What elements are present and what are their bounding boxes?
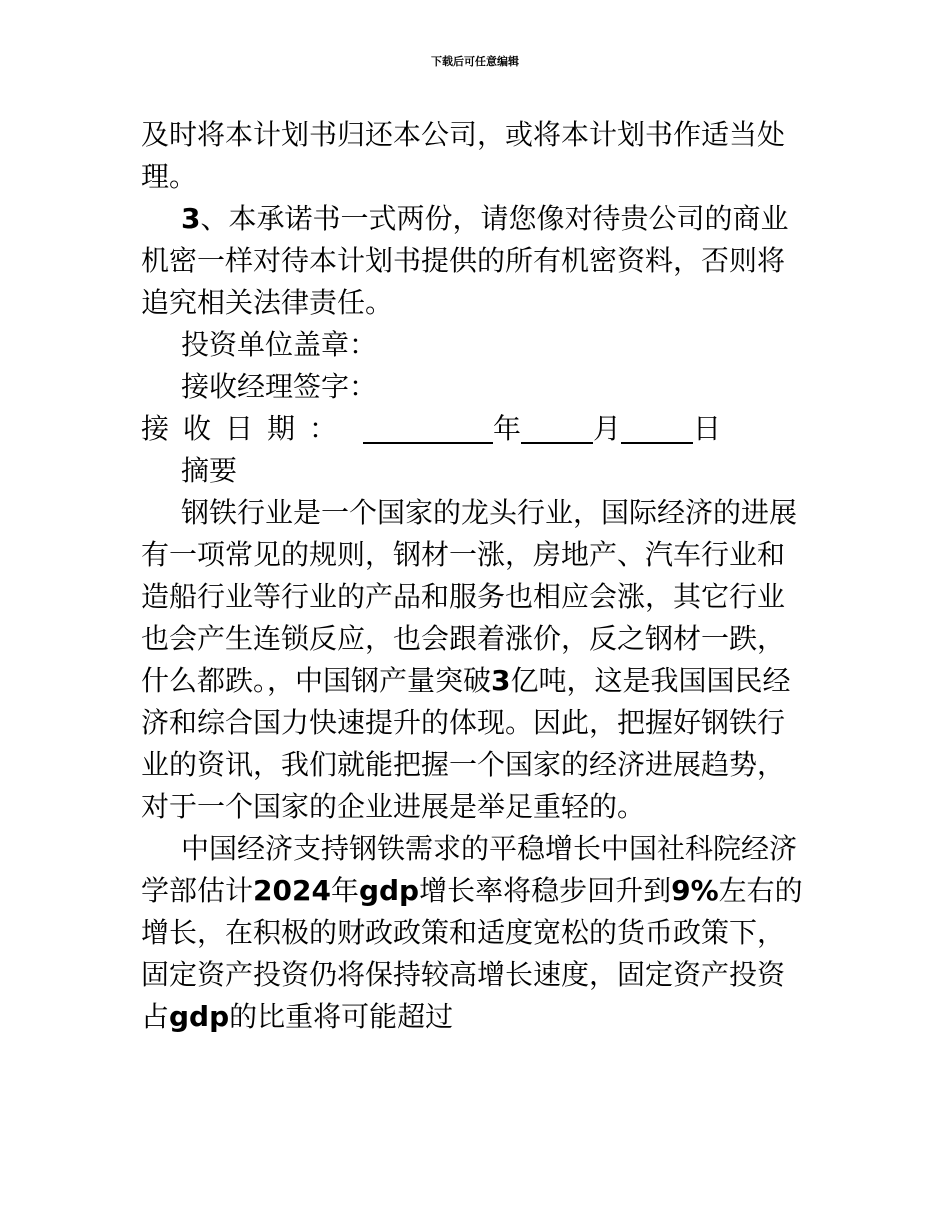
month-char: 月	[593, 412, 622, 445]
percent-run: 9%	[671, 874, 719, 907]
text-run: 钢铁行业是一个国家的龙头行业，国际经济的进展有一项常见的规则，钢材一涨，房地产、汽车行业和造船行业等行业的产品和服务也相应会涨，其它行业也会产生连锁反应，也会跟着涨价，反之钢材一跌，什么都跌。，中国钢产量突破	[141, 496, 798, 697]
text-run: 左右的增长，在积极的财政政策和适度宽松的货币政策下，固定资产投资仍将保持较高增长速度，固定资产投资占	[141, 874, 803, 1033]
page-header: 下载后可任意编辑	[431, 55, 519, 68]
clause-text: 、本承诺书一式两份，请您像对待贵公司的商业机密一样对待本计划书提供的所有机密资料，否则将追究相关法律责任。	[141, 202, 789, 319]
signature-label: 接收经理签字：	[181, 370, 378, 403]
text-run: 亿吨，这是我国国民经济和综合国力快速提升的体现。因此，把握好钢铁行业的资讯，我们就能把握一个国家的经济进展趋势，对于一个国家的企业进展是举足重轻的。	[141, 664, 791, 823]
text-run: 的比重将可能超过	[229, 1000, 454, 1033]
number-run: 3	[491, 664, 511, 697]
paragraph-return-plan: 及时将本计划书归还本公司，或将本计划书作适当处理。	[141, 118, 786, 193]
gdp-run: gdp	[358, 874, 420, 907]
paragraph-economy	[141, 828, 811, 1038]
text-run: 增长率将稳步回升到	[419, 874, 672, 907]
year-char: 年	[493, 412, 522, 445]
gdp-run: gdp	[169, 1000, 230, 1033]
text-run: 年	[330, 874, 359, 907]
paragraph-confidentiality	[141, 198, 811, 324]
day-char: 日	[693, 412, 722, 445]
month-blank	[521, 414, 593, 444]
year-blank	[363, 414, 493, 444]
date-label: 接收日期：	[141, 412, 352, 445]
text-run: 中国经济支持钢铁需求的平稳增长中国社科院经济学部估计	[141, 832, 798, 907]
summary-title: 摘要	[181, 454, 238, 487]
seal-label: 投资单位盖章：	[181, 328, 378, 361]
year-run: 2024	[253, 874, 331, 907]
paragraph-steel-industry	[141, 492, 811, 828]
date-line	[141, 408, 811, 450]
day-blank	[621, 414, 693, 444]
clause-number: 3	[181, 202, 201, 235]
document-body	[141, 114, 811, 1038]
